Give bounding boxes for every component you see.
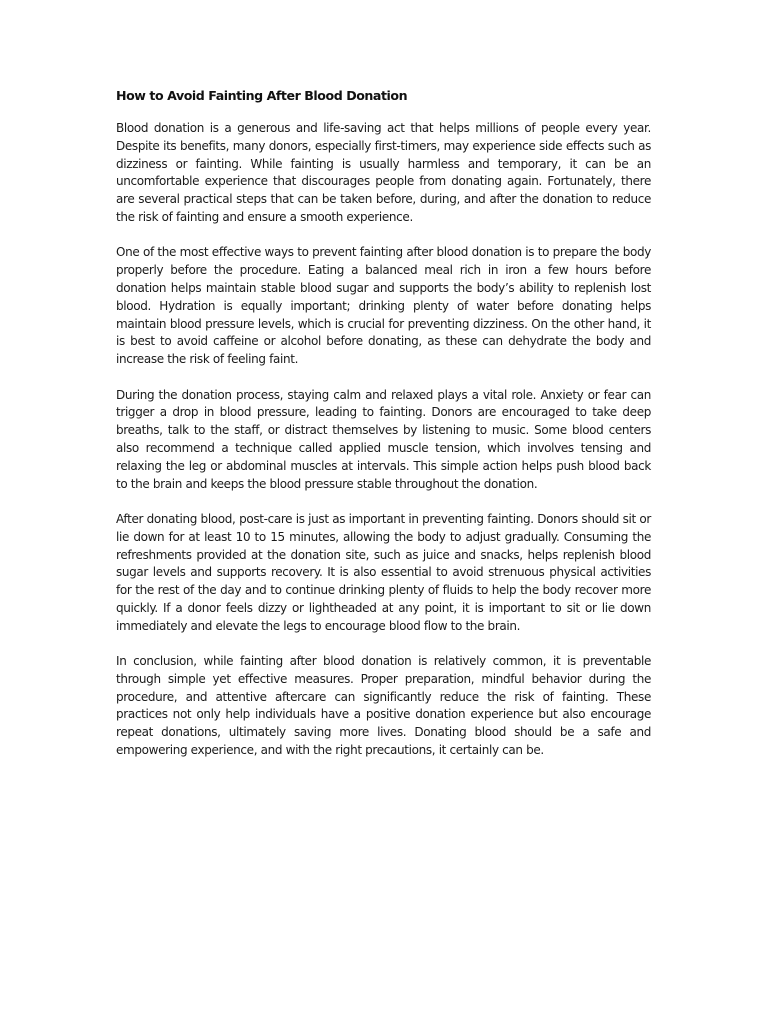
paragraph-during-donation: During the donation process, staying calm and relaxed plays a vital role. Anxiety or fear can trigger a drop in blood pressure, leading to fainting. Donors are encouraged to take deep breaths, talk to the staff, or distract themselves by listening to music. Some blood centers also recommend a technique called applied muscle tension, which involves tensing and relaxing the leg or abdominal muscles at intervals. This simple action helps push blood back to the brain and keeps the blood pressure stable throughout the donation. bbox=[116, 387, 651, 491]
paragraph-conclusion: In conclusion, while fainting after blood donation is relatively common, it is preventable through simple yet effective measures. Proper preparation, mindful behavior during the procedure, and attentive aftercare can significantly reduce the risk of fainting. These practices not only help individuals have a positive donation experience but also encourage repeat donations, ultimately saving more lives. Donating blood should be a safe and empowering experience, and with the right precautions, it certainly can be. bbox=[116, 654, 651, 758]
paragraph-intro: Blood donation is a generous and life-saving act that helps millions of people every year. Despite its benefits, many donors, especially first-timers, may experience side effects such as dizziness or fainting. While fainting is usually harmless and temporary, it can be an uncomfortable experience that discourages people from donating again. Fortunately, there are several practical steps that can be taken before, during, and after the donation to reduce the risk of fainting and ensure a smooth experience. bbox=[116, 121, 651, 224]
paragraph-aftercare: After donating blood, post-care is just as important in preventing fainting. Donors should sit or lie down for at least 10 to 15 minutes, allowing the body to adjust gradually. Consuming the refreshments provided at the donation site, such as juice and snacks, helps replenish blood sugar levels and supports recovery. It is also essential to avoid strenuous physical activities for the rest of the day and to continue drinking plenty of fluids to help the body recover more quickly. If a donor feels dizzy or lightheaded at any point, it is important to sit or lie down immediately and elevate the legs to encourage blood flow to the brain. bbox=[116, 511, 651, 633]
document-title: How to Avoid Fainting After Blood Donation bbox=[116, 88, 408, 103]
document-page bbox=[116, 86, 651, 777]
paragraph-preparation: One of the most effective ways to prevent fainting after blood donation is to prepare the body properly before the procedure. Eating a balanced meal rich in iron a few hours before donation helps maintain stable blood sugar and supports the body’s ability to replenish lost blood. Hydration is equally important; drinking plenty of water before donating helps maintain blood pressure levels, which is crucial for preventing dizziness. On the other hand, it is best to avoid caffeine or alcohol before donating, as these can dehydrate the body and increase the risk of feeling faint. bbox=[116, 245, 651, 367]
